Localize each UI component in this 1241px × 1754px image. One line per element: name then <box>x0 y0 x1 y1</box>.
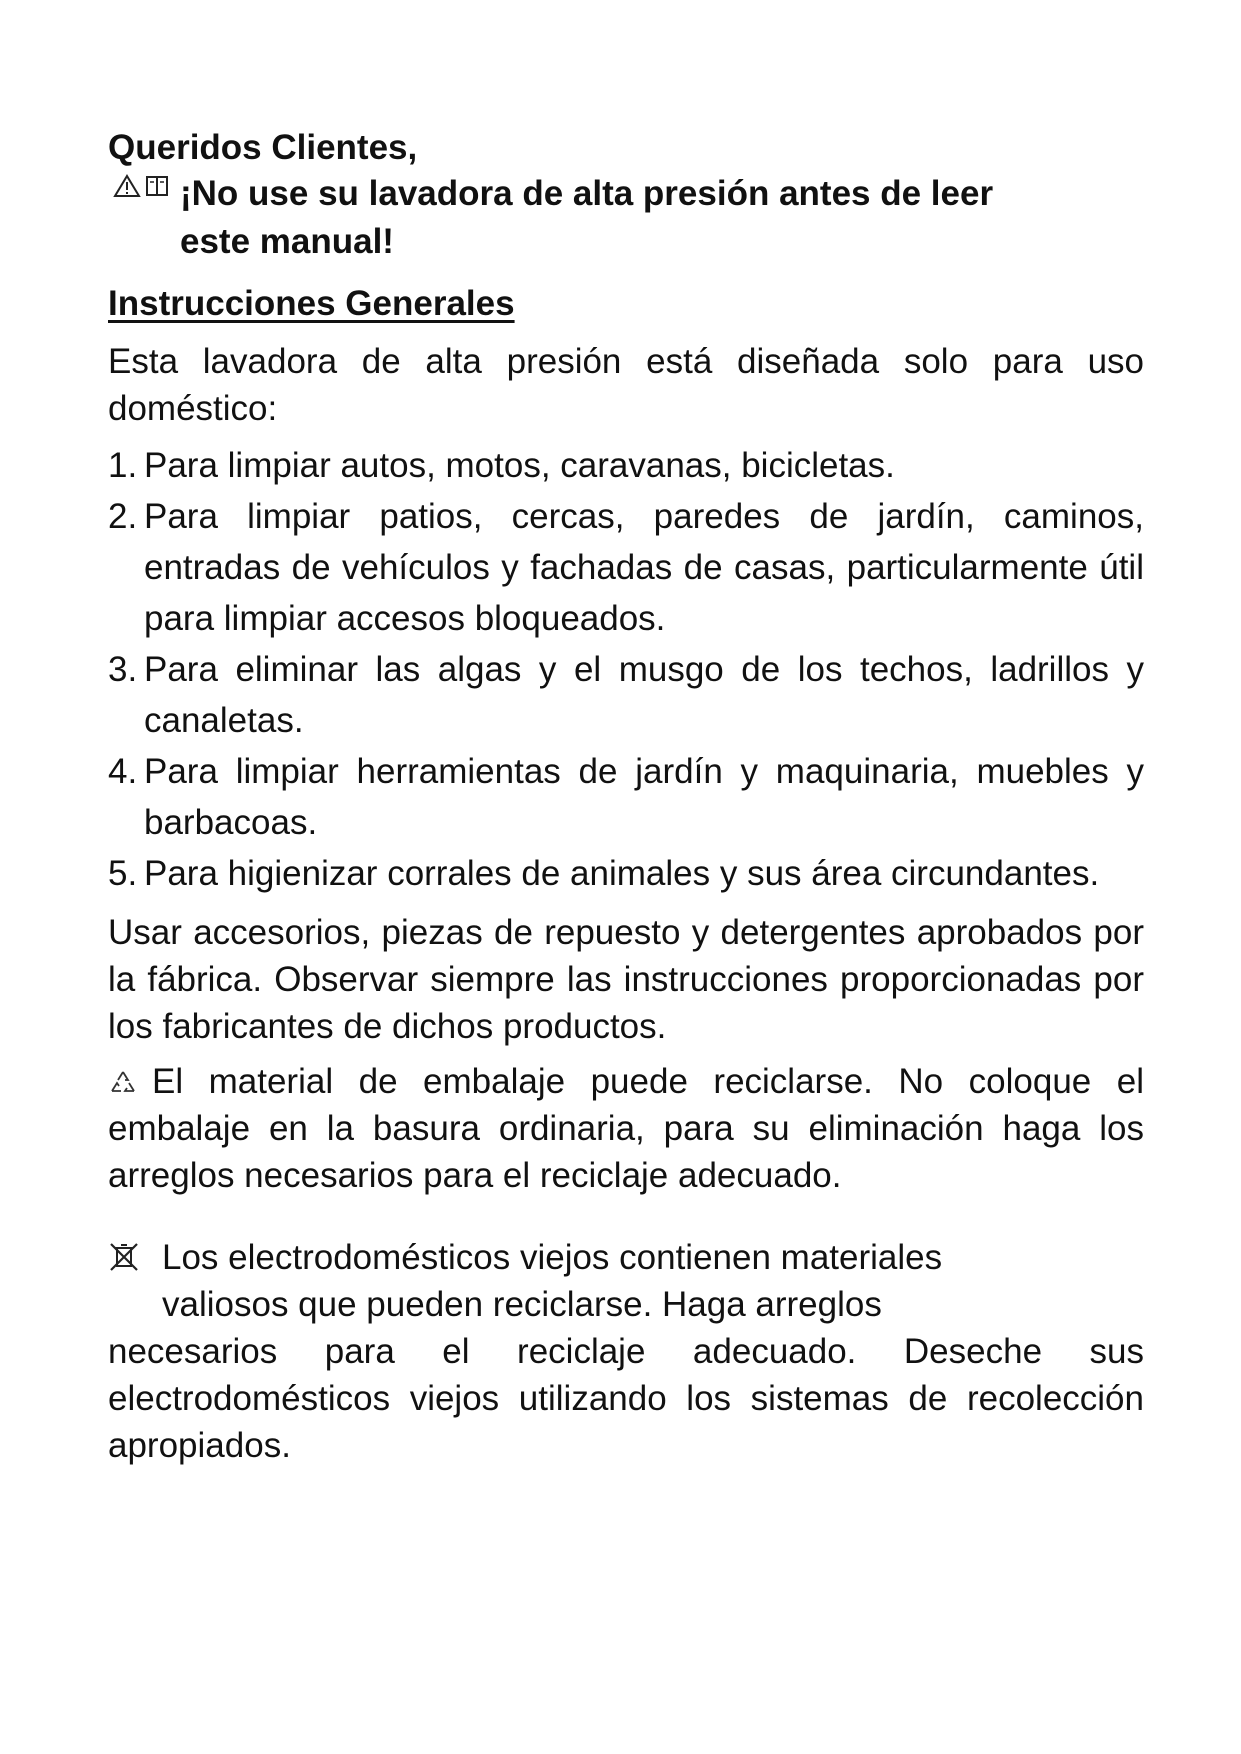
read-manual-book-icon <box>145 174 169 198</box>
list-item <box>108 746 1144 848</box>
list-text: Para higienizar corrales de animales y sus área circundantes. <box>144 854 1100 893</box>
warning-line-2: este manual! <box>180 222 394 261</box>
warning-line-1: ¡No use su lavadora de alta presión antes de leer <box>180 174 994 213</box>
weee-paragraph <box>108 1234 1144 1469</box>
list-item <box>108 491 1144 644</box>
list-number: 4. <box>108 752 138 791</box>
list-item <box>108 440 1144 491</box>
uses-list <box>108 440 1144 899</box>
warning-notice <box>108 170 1144 266</box>
packaging-paragraph <box>108 1058 1144 1199</box>
weee-rest: necesarios para el reciclaje adecuado. Deseche sus electrodomésticos viejos utilizando los sistemas de recolección apropiados. <box>108 1332 1144 1465</box>
weee-first-block <box>108 1234 1144 1281</box>
accessories-paragraph: Usar accesorios, piezas de repuesto y detergentes aprobados por la fábrica. Observar siempre las instrucciones proporcionadas por los fabricantes de dichos productos. <box>108 913 1144 1046</box>
list-item <box>108 644 1144 746</box>
list-text: Para limpiar patios, cercas, paredes de jardín, caminos, entradas de vehículos y fachadas de casas, particularmente útil para limpiar accesos bloqueados. <box>144 497 1144 638</box>
warning-triangle-icon <box>113 174 141 198</box>
list-number: 3. <box>108 650 138 689</box>
weee-line-2: valiosos que pueden reciclarse. Haga arreglos <box>162 1285 882 1324</box>
manual-page <box>108 126 1144 1469</box>
recycle-icon <box>108 1069 138 1097</box>
list-number: 5. <box>108 854 138 893</box>
greeting: Queridos Clientes, <box>108 128 418 167</box>
weee-line-1: Los electrodomésticos viejos contienen materiales <box>162 1238 943 1277</box>
intro-paragraph: Esta lavadora de alta presión está diseñada solo para uso doméstico: <box>108 342 1144 428</box>
list-text: Para limpiar autos, motos, caravanas, bicicletas. <box>144 446 895 485</box>
list-text: Para eliminar las algas y el musgo de los techos, ladrillos y canaletas. <box>144 650 1144 740</box>
list-number: 1. <box>108 446 138 485</box>
section-title: Instrucciones Generales <box>108 284 515 323</box>
warning-icons <box>113 174 169 198</box>
packaging-text: El material de embalaje puede reciclarse. No coloque el embalaje en la basura ordinaria, para su eliminación haga los arreglos necesarios para el reciclaje adecuado. <box>108 1062 1144 1195</box>
list-text: Para limpiar herramientas de jardín y maquinaria, muebles y barbacoas. <box>144 752 1144 842</box>
list-number: 2. <box>108 497 138 536</box>
list-item <box>108 848 1144 899</box>
crossed-bin-icon <box>108 1242 140 1272</box>
